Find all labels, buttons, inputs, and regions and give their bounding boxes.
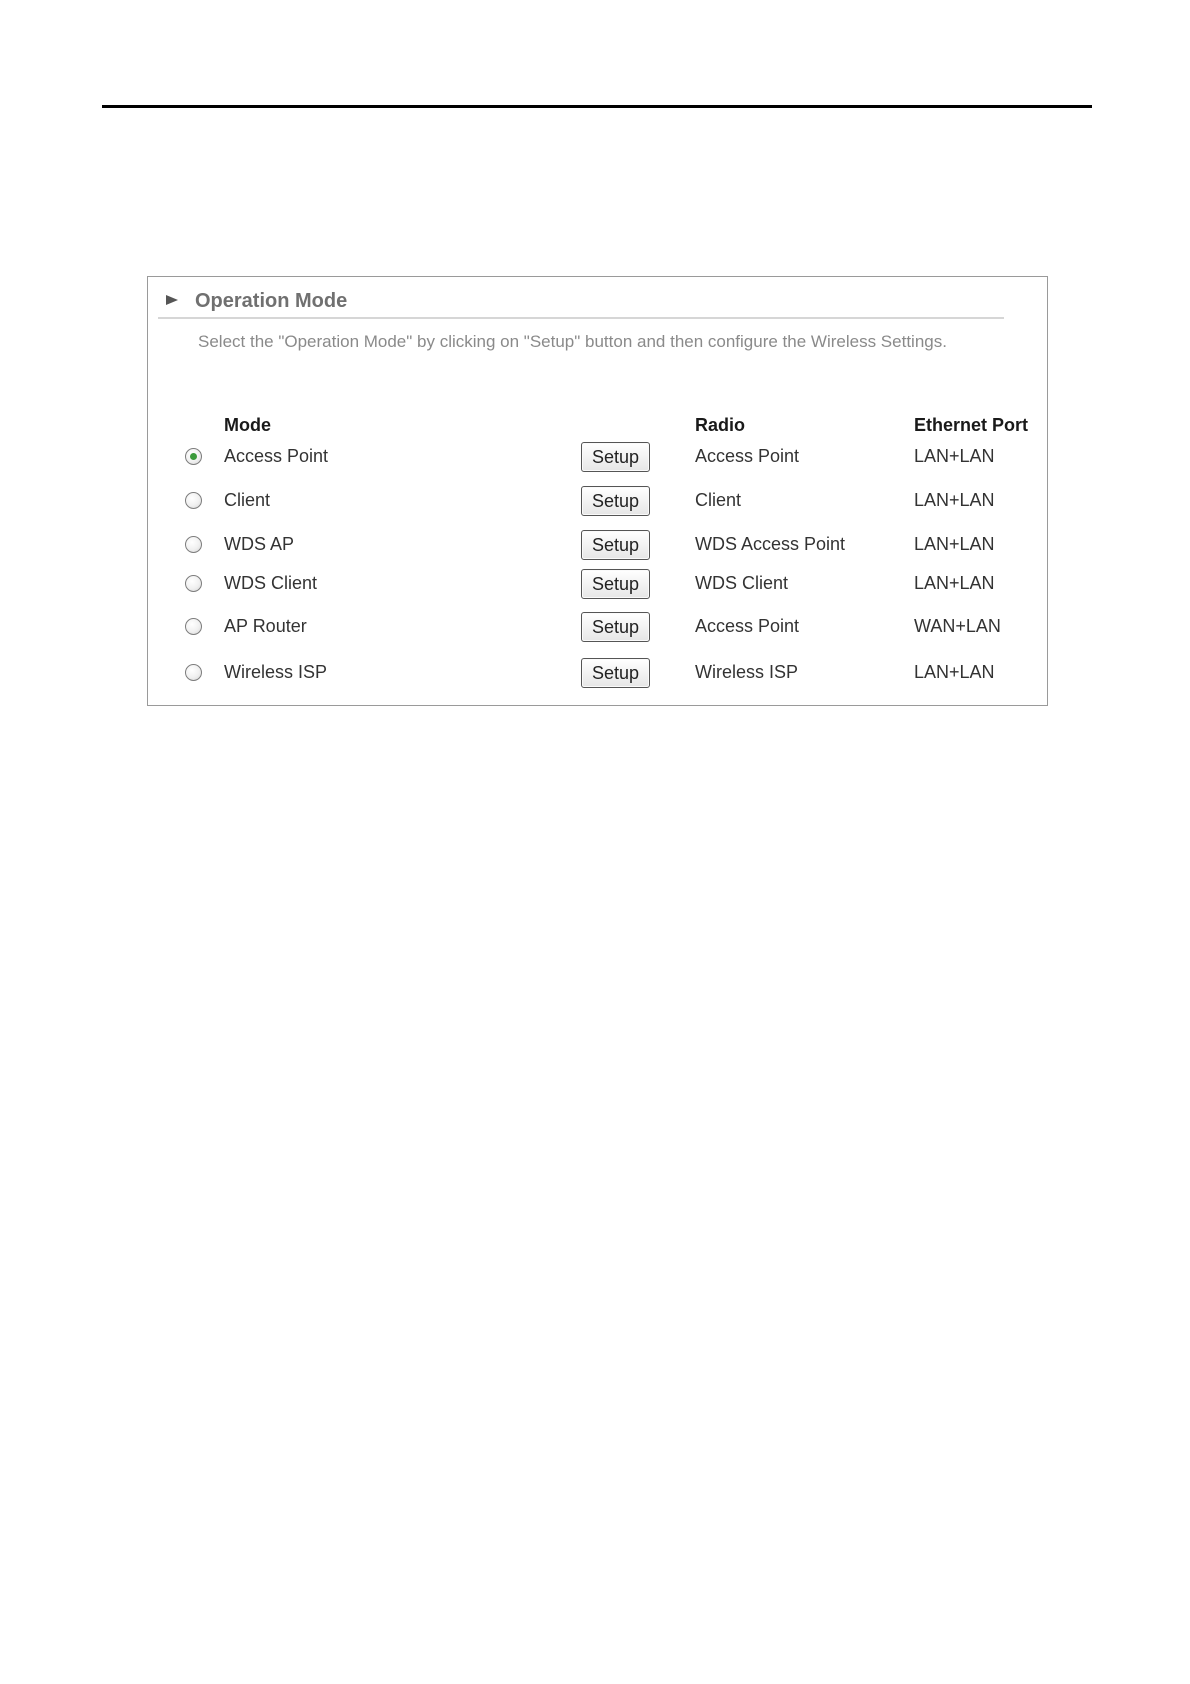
panel-title: Operation Mode — [195, 290, 348, 312]
radio-value: Access Point — [695, 446, 800, 466]
mode-row-wireless-isp — [148, 658, 1047, 690]
setup-button-wds-ap[interactable]: Setup — [581, 530, 650, 560]
ethernet-port-value: WAN+LAN — [914, 616, 1001, 636]
panel-header — [158, 289, 1004, 319]
radio-value: WDS Access Point — [695, 534, 846, 554]
setup-button-access-point[interactable]: Setup — [581, 442, 650, 472]
triangle-right-icon — [166, 295, 178, 305]
column-header-radio: Radio — [695, 415, 746, 435]
radio-value: Wireless ISP — [695, 662, 799, 682]
mode-radio-wds-ap[interactable] — [185, 536, 202, 553]
mode-name: Client — [224, 490, 271, 510]
ethernet-port-value: LAN+LAN — [914, 490, 995, 510]
mode-radio-wds-client[interactable] — [185, 575, 202, 592]
mode-row-client — [148, 486, 1047, 518]
operation-mode-panel — [147, 276, 1048, 706]
mode-row-access-point — [148, 442, 1047, 474]
setup-button-wds-client[interactable]: Setup — [581, 569, 650, 599]
radio-value: Client — [695, 490, 742, 510]
mode-radio-access-point[interactable] — [185, 448, 202, 465]
mode-radio-client[interactable] — [185, 492, 202, 509]
radio-value: WDS Client — [695, 573, 789, 593]
radio-value: Access Point — [695, 616, 800, 636]
mode-name: Access Point — [224, 446, 329, 466]
ethernet-port-value: LAN+LAN — [914, 446, 995, 466]
panel-description: Select the "Operation Mode" by clicking on "Setup" button and then configure the Wireless Settings. — [198, 332, 947, 351]
mode-name: WDS Client — [224, 573, 318, 593]
ethernet-port-value: LAN+LAN — [914, 534, 995, 554]
column-header-ethernet-port: Ethernet Port — [914, 415, 1029, 435]
mode-row-wds-client — [148, 569, 1047, 601]
mode-name: Wireless ISP — [224, 662, 328, 682]
setup-button-client[interactable]: Setup — [581, 486, 650, 516]
mode-row-wds-ap — [148, 530, 1047, 562]
ethernet-port-value: LAN+LAN — [914, 573, 995, 593]
column-header-mode: Mode — [224, 415, 271, 435]
setup-button-ap-router[interactable]: Setup — [581, 612, 650, 642]
mode-name: WDS AP — [224, 534, 295, 554]
ethernet-port-value: LAN+LAN — [914, 662, 995, 682]
setup-button-wireless-isp[interactable]: Setup — [581, 658, 650, 688]
mode-radio-ap-router[interactable] — [185, 618, 202, 635]
page-top-rule — [102, 105, 1092, 108]
mode-radio-wireless-isp[interactable] — [185, 664, 202, 681]
mode-row-ap-router — [148, 612, 1047, 644]
mode-name: AP Router — [224, 616, 307, 636]
